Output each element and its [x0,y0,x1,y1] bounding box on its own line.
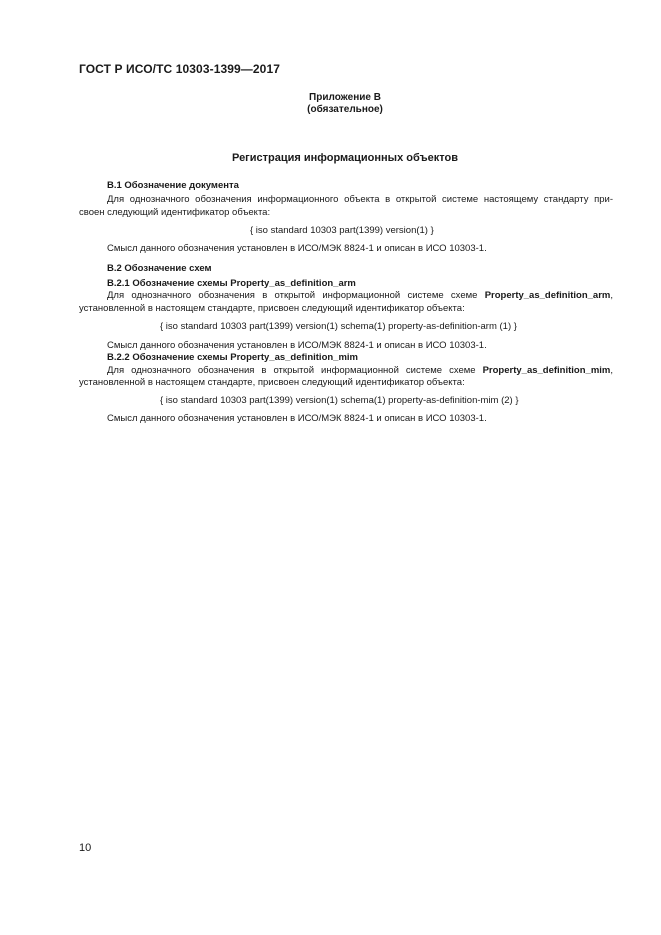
schema-name-mim: Property_as_definition_mim [482,365,611,376]
section-b21-heading: В.2.1 Обозначение схемы Property_as_definition_arm [107,278,356,289]
section-b22-identifier: { iso standard 10303 part(1399) version(1) schema(1) property-as-definition-mim (2) } [160,395,519,406]
page-number: 10 [79,842,92,854]
section-b1-line2: своен следующий идентификатор объекта: [79,207,271,218]
section-b2-heading: В.2 Обозначение схем [107,263,212,274]
section-b21-line1-text: Для однозначного обозначения в открытой информационной системе схеме [107,290,485,301]
section-b21-line2: установленной в настоящем стандарте, присвоен следующий идентификатор объекта: [79,303,465,314]
section-b21-identifier: { iso standard 10303 part(1399) version(1) schema(1) property-as-definition-arm (1) } [160,321,517,332]
section-b21-line1 [107,290,613,301]
annex-title: Регистрация информационных объектов [232,152,458,164]
schema-name-arm: Property_as_definition_arm [484,290,611,301]
section-b22-line1-end: , [610,365,613,376]
section-b22-heading: В.2.2 Обозначение схемы Property_as_definition_mim [107,352,358,363]
section-b1-meaning: Смысл данного обозначения установлен в ИСО/МЭК 8824-1 и описан в ИСО 10303-1. [107,243,487,254]
section-b21-line1-end: , [610,290,613,301]
standard-header: ГОСТ Р ИСО/ТС 10303-1399—2017 [79,62,280,76]
section-b1-heading: В.1 Обозначение документа [107,180,239,191]
section-b22-line1-text: Для однозначного обозначения в открытой информационной системе схеме [107,365,483,376]
appendix-label: Приложение В [309,92,381,103]
section-b22-meaning: Смысл данного обозначения установлен в ИСО/МЭК 8824-1 и описан в ИСО 10303-1. [107,413,487,424]
appendix-type: (обязательное) [307,104,383,115]
section-b1-identifier: { iso standard 10303 part(1399) version(1) } [250,225,434,236]
section-b21-meaning: Смысл данного обозначения установлен в ИСО/МЭК 8824-1 и описан в ИСО 10303-1. [107,340,487,351]
section-b22-line2: установленной в настоящем стандарте, присвоен следующий идентификатор объекта: [79,377,465,388]
section-b22-line1 [79,365,613,376]
section-b1-line1: Для однозначного обозначения информационного объекта в открытой системе настоящему стандарту при- [107,194,613,205]
